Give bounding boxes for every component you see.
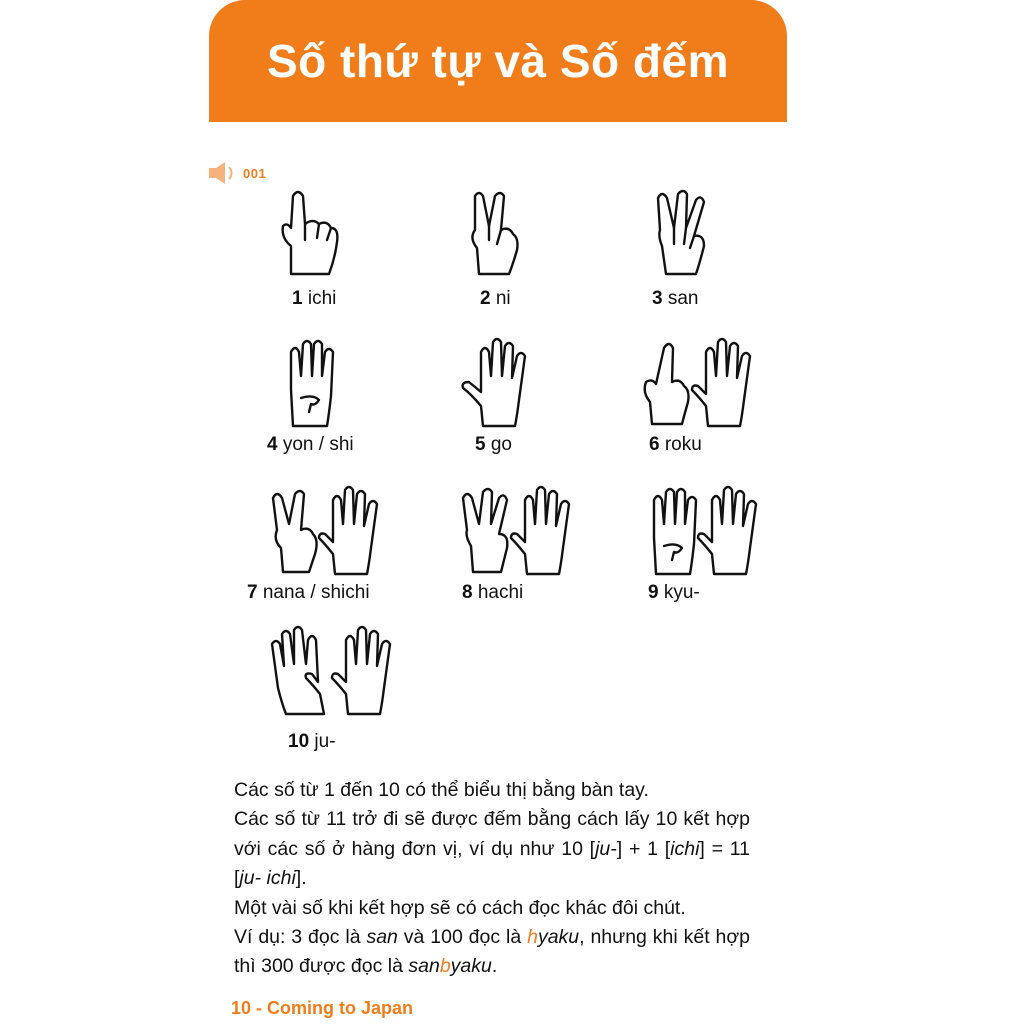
number-3 xyxy=(594,186,774,278)
page-title: Số thứ tự và Số đếm xyxy=(266,35,730,87)
para-line-2: Các số từ 11 trở đi sẽ được đếm bằng cách lấy 10 kết hợp với các số ở hàng đơn vị, ví dụ như 10 [ju-] + 1 [ichi] = 11 [ju- ichi]. xyxy=(234,808,750,890)
label-7: 7 nana / shichi xyxy=(247,582,370,603)
label-5: 5 go xyxy=(475,434,512,455)
number-2 xyxy=(407,186,587,278)
number-5 xyxy=(407,336,587,432)
label-6: 6 roku xyxy=(649,434,702,455)
number-8 xyxy=(431,484,611,580)
label-3: 3 san xyxy=(652,288,699,309)
hand-two-icon xyxy=(447,186,547,278)
number-7 xyxy=(239,484,419,580)
hand-seven-icon xyxy=(259,484,399,580)
para-line-3: Một vài số khi kết hợp sẽ có cách đọc khác đôi chút. xyxy=(234,896,686,919)
book-page xyxy=(209,0,787,1024)
label-1: 1 ichi xyxy=(292,288,337,309)
number-9 xyxy=(614,484,794,580)
hand-four-icon xyxy=(261,336,361,432)
hand-eight-icon xyxy=(451,484,591,580)
hand-nine-icon xyxy=(634,484,774,580)
label-10: 10 ju- xyxy=(288,731,336,752)
number-4 xyxy=(221,336,401,432)
label-9: 9 kyu- xyxy=(648,582,700,603)
label-2: 2 ni xyxy=(480,288,511,309)
hand-ten-icon xyxy=(252,624,402,720)
label-4: 4 yon / shi xyxy=(267,434,354,455)
number-1 xyxy=(221,186,401,278)
hand-five-icon xyxy=(447,336,547,432)
explanation-paragraph xyxy=(234,776,750,982)
number-6 xyxy=(614,336,794,432)
hand-one-icon xyxy=(261,186,361,278)
title-banner xyxy=(209,0,787,122)
number-10 xyxy=(237,624,417,720)
hand-three-icon xyxy=(634,186,734,278)
para-line-4: Ví dụ: 3 đọc là san và 100 đọc là hyaku, nhưng khi kết hợp thì 300 được đọc là sanbyaku. xyxy=(234,926,750,978)
para-line-1: Các số từ 1 đến 10 có thể biểu thị bằng bàn tay. xyxy=(234,779,649,801)
audio-track[interactable] xyxy=(209,160,266,186)
speaker-icon xyxy=(209,160,239,186)
label-8: 8 hachi xyxy=(462,582,524,603)
hand-six-icon xyxy=(634,336,774,432)
track-number: 001 xyxy=(243,165,267,181)
page-footer: 10 - Coming to Japan xyxy=(231,998,414,1018)
